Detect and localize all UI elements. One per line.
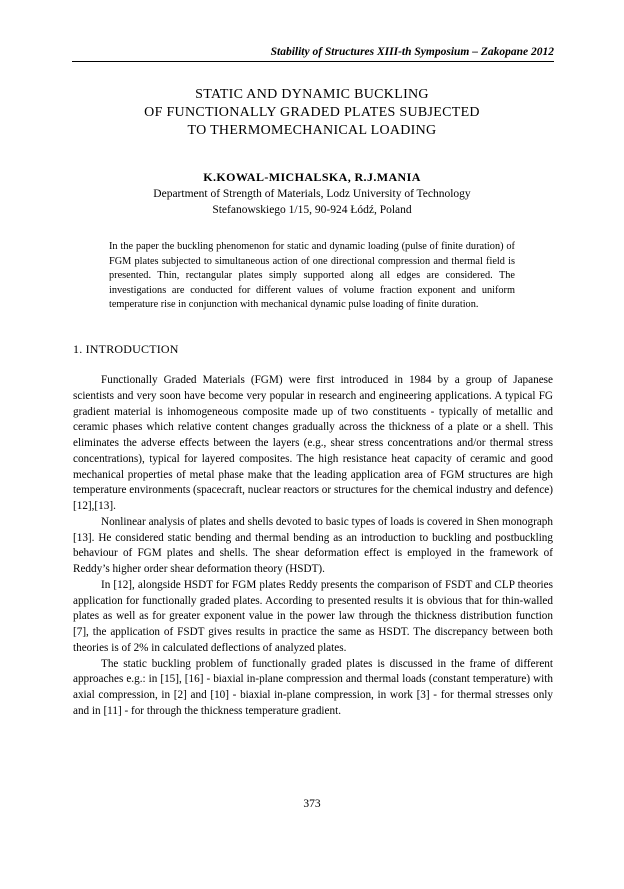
paragraph: In [12], alongside HSDT for FGM plates Reddy presents the comparison of FSDT and CLP theories application for functionally graded plates. According to presented results it is obvious that for thin-walled plates as well as for greater exponent value in the power law through the thickness distribution function [7], the application of FSDT gives results in practice the same as HSDT. The discrepancy between both theories is of 2% in calculated deflections of analyzed plates.	[73, 578, 553, 654]
paragraph: Nonlinear analysis of plates and shells devoted to basic types of loads is covered in Shen monograph [13]. He considered static bending and thermal bending as an introduction to buckling and postbuckling behaviour of FGM plates and shells. The shear deformation effect is employed in the framework of Reddy’s higher order shear deformation theory (HSDT).	[73, 515, 553, 575]
page-number: 373	[303, 798, 321, 810]
affiliation-line: Stefanowskiego 1/15, 90-924 Łódź, Poland	[212, 204, 412, 216]
title-line: STATIC AND DYNAMIC BUCKLING	[195, 87, 429, 102]
title-line: TO THERMOMECHANICAL LOADING	[187, 123, 437, 138]
body-text	[73, 373, 553, 720]
authors: K.KOWAL-MICHALSKA, R.J.MANIA	[203, 170, 421, 184]
affiliation	[60, 186, 564, 218]
running-head: Stability of Structures XIII-th Symposium – Zakopane 2012	[72, 46, 554, 62]
section-title: 1. INTRODUCTION	[73, 342, 179, 356]
abstract: In the paper the buckling phenomenon for static and dynamic loading (pulse of finite duration) of FGM plates subjected to simultaneous action of one directional compression and thermal field is presented. Thin, rectangular plates simply supported along all edges are considered. The investigations are conducted for different values of volume fraction exponent and uniform temperature rise in conjunction with mechanical dynamic pulse loading of finite duration.	[109, 241, 515, 311]
paper-title	[60, 86, 564, 140]
paragraph: Functionally Graded Materials (FGM) were first introduced in 1984 by a group of Japanese scientists and very soon have become very popular in research and engineering applications. A typical FG gradient material is inhomogeneous composite made up of two constituents - typically of metallic and ceramic phases which relative content changes gradually across the thickness of a plate or a shell. This eliminates the adverse effects between the layers (e.g., shear stress concentrations and/or thermal stress concentrations), typical for layered composites. The high resistance heat capacity of ceramic and good mechanical properties of metal phase make that the leading application area of FGM structures are high temperature environments (spacecraft, nuclear reactors or structures for the chemical industry and defence) [12],[13].	[73, 374, 553, 512]
paragraph: The static buckling problem of functionally graded plates is discussed in the frame of different approaches e.g.: in [15], [16] - biaxial in-plane compression and thermal loads (constant temperature) with axial compression, in [2] and [10] - biaxial in-plane compression, in work [3] - for thermal stresses only and in [11] - for through the thickness temperature gradient.	[73, 657, 553, 717]
affiliation-line: Department of Strength of Materials, Lodz University of Technology	[153, 188, 471, 200]
title-line: OF FUNCTIONALLY GRADED PLATES SUBJECTED	[144, 105, 480, 120]
